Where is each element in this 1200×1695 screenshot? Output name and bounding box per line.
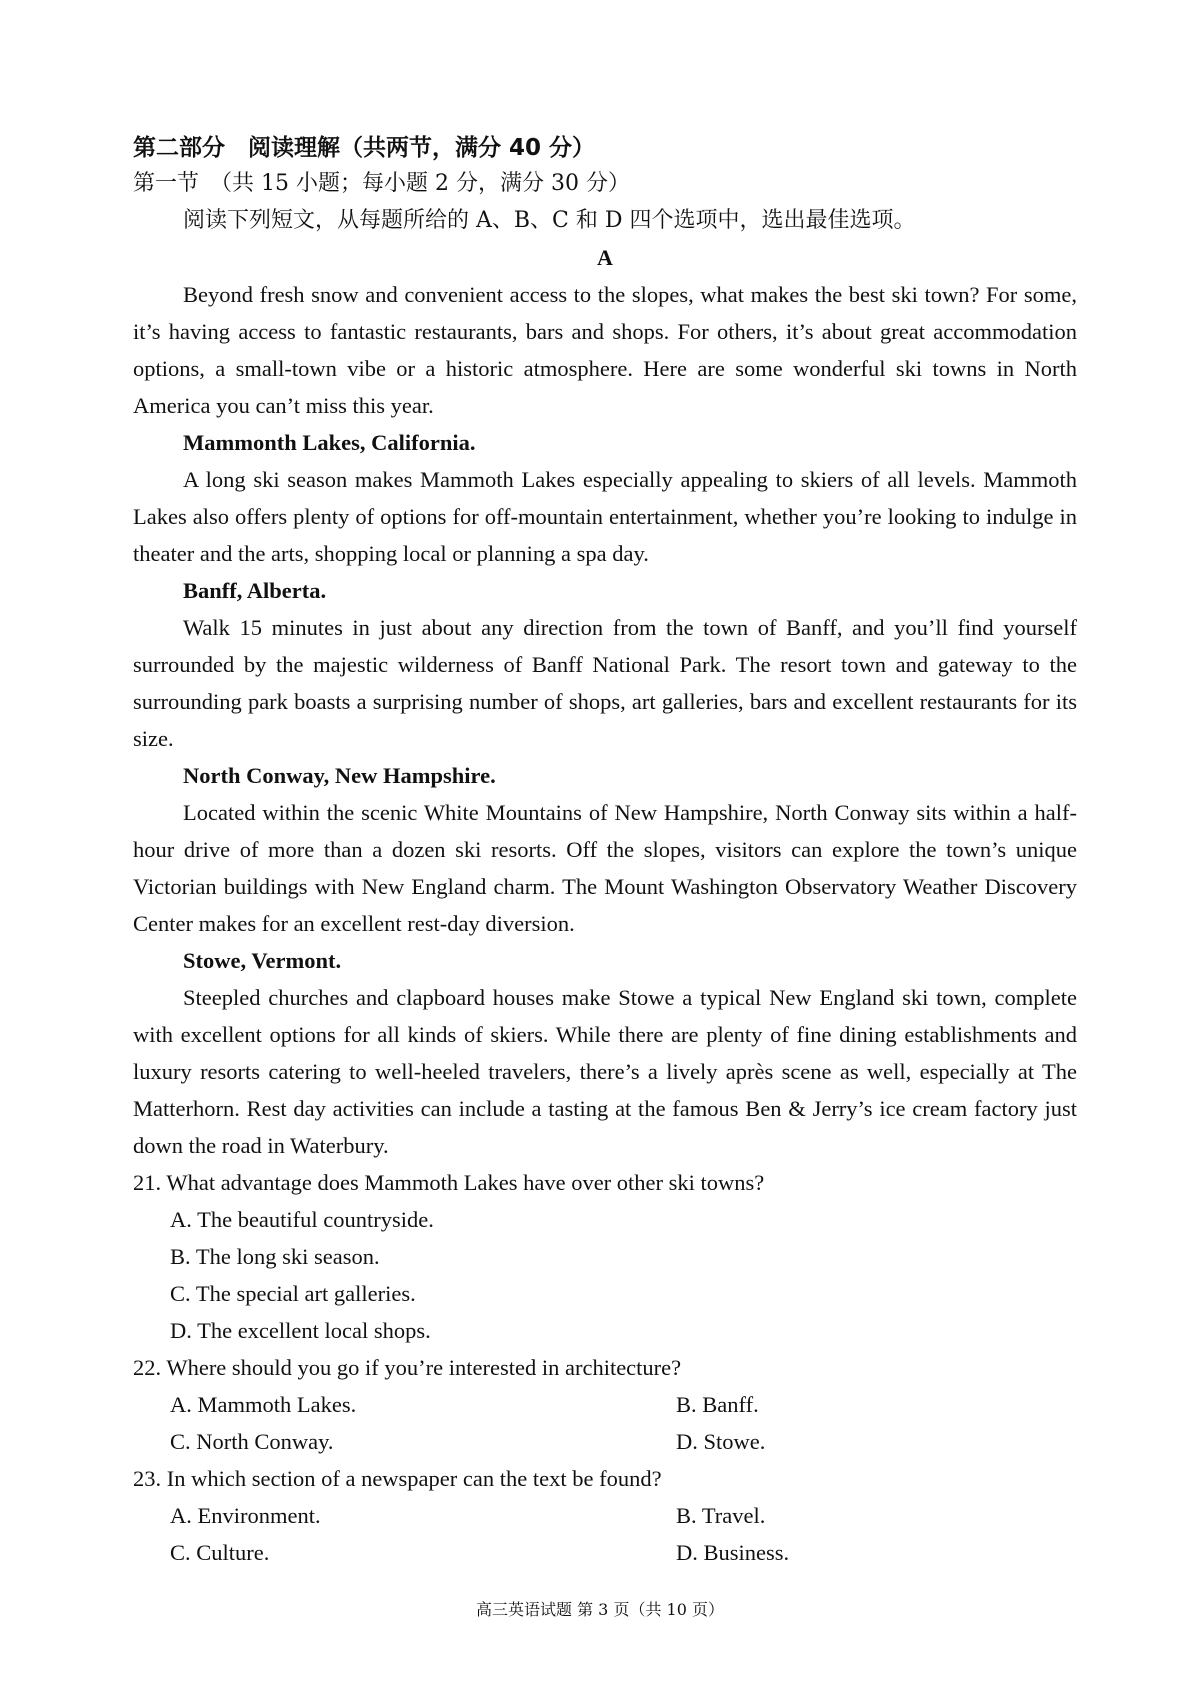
option-22-a: A. Mammoth Lakes.: [170, 1392, 357, 1417]
option-21-d: D. The excellent local shops.: [170, 1318, 431, 1343]
town-heading-mammoth: Mammonth Lakes, California.: [183, 430, 476, 455]
options-row-23-cd: [133, 1534, 1077, 1571]
option-21-b: B. The long ski season.: [170, 1244, 380, 1269]
question-22: 22. Where should you go if you’re interested in architecture?: [133, 1355, 682, 1380]
intro-paragraph: Beyond fresh snow and convenient access to the slopes, what makes the best ski town? For some, it’s having access to fantastic restaurants, bars and shops. For others, it’s about great accommodation options, a small-town vibe or a historic atmosphere. Here are some wonderful ski towns in North America you can’t miss this year.: [133, 282, 1077, 418]
options-row-23-ab: [133, 1497, 1077, 1534]
town-text-mammoth: A long ski season makes Mammoth Lakes especially appealing to skiers of all levels. Mammoth Lakes also offers plenty of options for off-mountain entertainment, whether you’re looking to indulge in theater and the arts, shopping local or planning a spa day.: [133, 467, 1077, 566]
page-footer: 高三英语试题 第 3 页（共 10 页）: [476, 1600, 724, 1619]
town-text-banff: Walk 15 minutes in just about any direction from the town of Banff, and you’ll find yourself surrounded by the majestic wilderness of Banff National Park. The resort town and gateway to the surrounding park boasts a surprising number of shops, art galleries, bars and excellent restaurants for its size.: [133, 615, 1077, 751]
option-23-a: A. Environment.: [170, 1503, 321, 1528]
option-23-b: B. Travel.: [676, 1503, 766, 1528]
options-row-22-ab: [133, 1386, 1077, 1423]
option-22-c: C. North Conway.: [170, 1429, 334, 1454]
option-21-a: A. The beautiful countryside.: [170, 1207, 434, 1232]
town-heading-stowe: Stowe, Vermont.: [183, 948, 342, 973]
option-22-d: D. Stowe.: [676, 1429, 766, 1454]
subsection-header: 第一节 （共 15 小题；每小题 2 分，满分 30 分）: [133, 171, 630, 196]
question-23: 23. In which section of a newspaper can the text be found?: [133, 1466, 662, 1491]
exam-page: [133, 130, 1077, 1571]
option-21-c: C. The special art galleries.: [170, 1281, 416, 1306]
instruction: 阅读下列短文，从每题所给的 A、B、C 和 D 四个选项中，选出最佳选项。: [183, 208, 916, 233]
town-heading-banff: Banff, Alberta.: [183, 578, 327, 603]
option-23-d: D. Business.: [676, 1540, 790, 1565]
section-header: 第二部分 阅读理解（共两节，满分 40 分）: [133, 135, 596, 161]
town-text-north-conway: Located within the scenic White Mountains of New Hampshire, North Conway sits within a half-hour drive of more than a dozen ski resorts. Off the slopes, visitors can explore the town’s unique Victorian buildings with New England charm. The Mount Washington Observatory Weather Discovery Center makes for an excellent rest-day diversion.: [133, 800, 1077, 936]
passage-letter: A: [597, 245, 613, 270]
options-row-22-cd: [133, 1423, 1077, 1460]
option-22-b: B. Banff.: [676, 1392, 759, 1417]
town-heading-north-conway: North Conway, New Hampshire.: [183, 763, 496, 788]
question-21: 21. What advantage does Mammoth Lakes have over other ski towns?: [133, 1170, 765, 1195]
option-23-c: C. Culture.: [170, 1540, 270, 1565]
town-text-stowe: Steepled churches and clapboard houses make Stowe a typical New England ski town, complete with excellent options for all kinds of skiers. While there are plenty of fine dining establishments and luxury resorts catering to well-heeled travelers, there’s a lively après scene as well, especially at The Matterhorn. Rest day activities can include a tasting at the famous Ben & Jerry’s ice cream factory just down the road in Waterbury.: [133, 985, 1077, 1158]
